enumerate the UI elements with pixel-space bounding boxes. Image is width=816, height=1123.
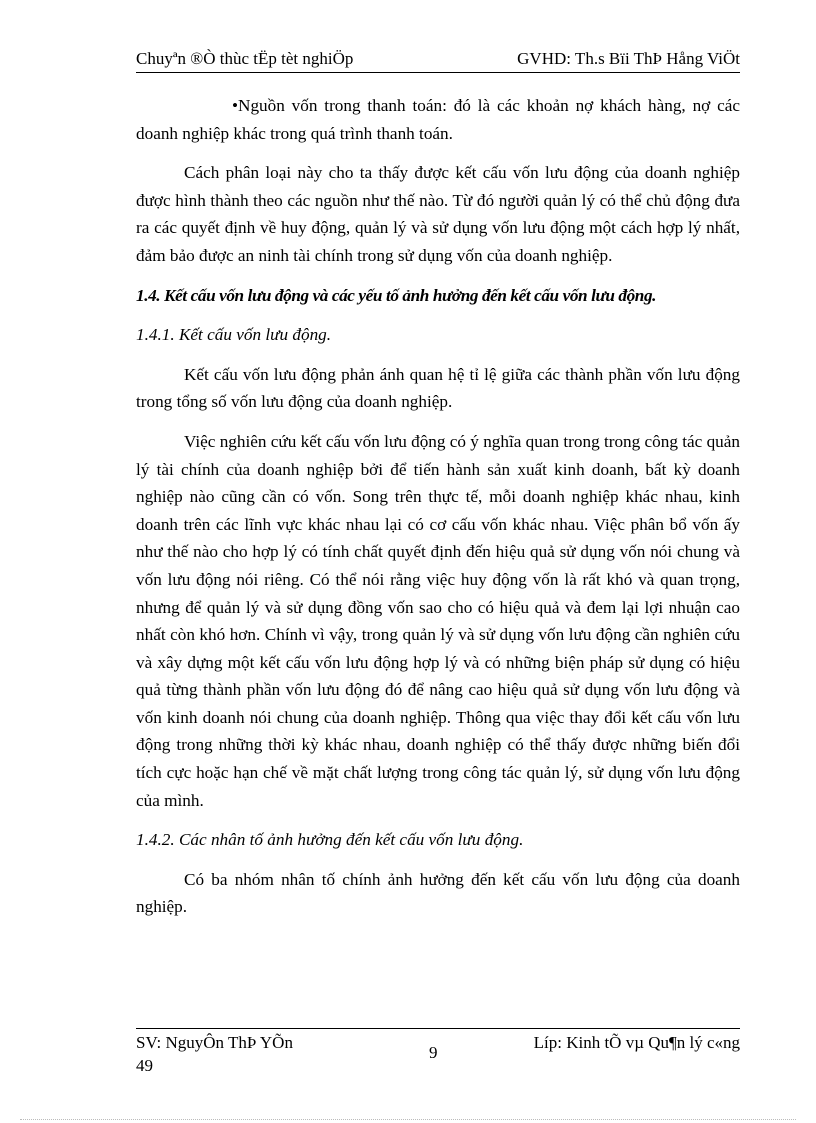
paragraph-significance: Việc nghiên cứu kết cấu vốn lưu động có ý nghĩa quan trong trong công tác quản lý tài chính của doanh nghiệp bởi để tiến hành sản xuất kinh doanh, bất kỳ doanh nghiệp nào cũng cần có vốn. Song trên thực tế, mỗi doanh nghiệp khác nhau, kinh doanh trên các lĩnh vực khác nhau lại có cơ cấu vốn khác nhau. Việc phân bổ vốn ấy như thế nào cho hợp lý có tính chất quyết định đến hiệu quả sử dụng vốn nói chung và vốn lưu động nói riêng. Có thể nói rằng việc huy động vốn là rất khó và quan trọng, nhưng để quản lý và sử dụng đồng vốn sao cho có hiệu quả và đem lại lợi nhuận cao nhất còn khó hơn. Chính vì vậy, trong quản lý và sử dụng vốn lưu động cần nghiên cứu và xây dựng một kết cấu vốn lưu động hợp lý và có những biện pháp sử dụng có hiệu quả từng thành phần vốn lưu động đó để nâng cao hiệu quả sử dụng vốn lưu động và vốn kinh doanh nói chung của doanh nghiệp. Thông qua việc thay đổi kết cấu vốn lưu động trong những thời kỳ khác nhau, doanh nghiệp có thể thấy được những biến đổi tích cực hoặc hạn chế về mặt chất lượng trong công tác quản lý, sử dụng vốn lưu động của mình. xyxy=(136,431,740,810)
subsection-heading-2: 1.4.2. Các nhân tố ảnh hưởng đến kết cấu vốn lưu động. xyxy=(136,830,524,850)
paragraph-classification: Cách phân loại này cho ta thấy được kết cấu vốn lưu động của doanh nghiệp được hình thành theo các nguồn như thế nào. Từ đó người quản lý có thể chủ động đưa ra các quyết định về huy động, quản lý và sử dụng vốn lưu động một cách hợp lý nhất, đảm bảo được an ninh tài chính trong sử dụng vốn của doanh nghiệp. xyxy=(136,163,740,265)
footer-student: SV: NguyÔn ThÞ YÕn xyxy=(136,1033,293,1052)
bullet-text: Nguồn vốn trong thanh toán: đó là các khoản nợ khách hàng, nợ các doanh nghiệp khác trong quá trình thanh toán. xyxy=(136,96,740,143)
page-footer xyxy=(136,1028,740,1089)
paragraph-definition: Kết cấu vốn lưu động phản ánh quan hệ tỉ lệ giữa các thành phần vốn lưu động trong tổng số vốn lưu động của doanh nghiệp. xyxy=(136,364,740,412)
section-heading: 1.4. Kết cấu vốn lưu động và các yếu tố ảnh hưởng đến kết cấu vốn lưu động. xyxy=(136,285,657,305)
footer-class: Líp: Kinh tÕ vµ Qu¶n lý c«ng xyxy=(533,1033,740,1052)
document-body xyxy=(136,92,740,921)
header-thesis-title: Chuyªn ®Ò thùc tËp tèt nghiÖp xyxy=(136,49,354,68)
header-supervisor: GVHD: Th.s Bïi ThÞ Hång ViÖt xyxy=(517,49,740,68)
bullet-paragraph xyxy=(136,92,740,147)
page-number: 9 xyxy=(429,1043,438,1062)
bullet-icon: • xyxy=(232,96,239,115)
page-bottom-divider xyxy=(20,1119,796,1120)
page-header xyxy=(136,48,740,73)
footer-student-number: 49 xyxy=(136,1056,153,1075)
subsection-heading-1: 1.4.1. Kết cấu vốn lưu động. xyxy=(136,325,332,345)
paragraph-factors: Có ba nhóm nhân tố chính ảnh hưởng đến kết cấu vốn lưu động của doanh nghiệp. xyxy=(136,869,740,917)
